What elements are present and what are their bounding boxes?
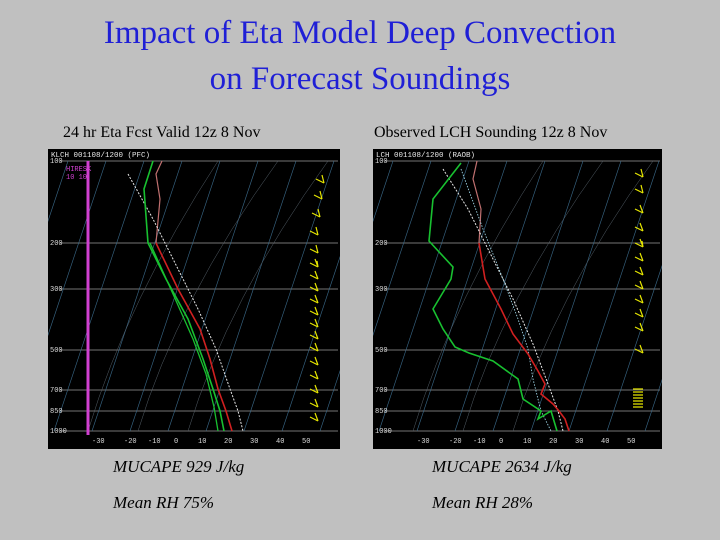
pressure-label: 100: [375, 158, 388, 166]
temp-label: -20: [124, 438, 137, 446]
dry-adiabats: [88, 161, 328, 431]
temp-label: 40: [601, 438, 610, 446]
temp-label: 40: [276, 438, 285, 446]
pressure-label: 200: [50, 240, 63, 248]
inset-label-1: HIRESK: [66, 166, 92, 174]
temp-label: -20: [449, 438, 462, 446]
pressure-label: 700: [375, 387, 388, 395]
observed-cape: MUCAPE 2634 J/kg: [432, 457, 572, 476]
observed-sounding-panel: [373, 149, 662, 449]
temp-label: 20: [224, 438, 233, 446]
temp-label: -30: [417, 438, 430, 446]
temp-label: 0: [499, 438, 504, 446]
temp-label: 30: [575, 438, 584, 446]
dewpoint-trace: [144, 161, 224, 431]
temp-label: 30: [250, 438, 259, 446]
temperature-trace: [479, 243, 569, 431]
temp-label: 10: [523, 438, 532, 446]
left-caption: 24 hr Eta Fcst Valid 12z 8 Nov: [63, 124, 261, 141]
temp-label: -10: [148, 438, 161, 446]
pressure-label: 500: [375, 347, 388, 355]
title-line-2: on Forecast Soundings: [209, 61, 511, 97]
dewpoint-trace-2: [150, 243, 218, 431]
temp-label: 50: [627, 438, 636, 446]
title-line-1: Impact of Eta Model Deep Convection: [103, 15, 617, 51]
pressure-label: 1000: [50, 428, 67, 436]
forecast-skewt-chart: [48, 149, 340, 449]
pressure-label: 700: [50, 387, 63, 395]
inset-label-2: 10 10: [66, 174, 88, 182]
pressure-label: 500: [50, 347, 63, 355]
temp-label: -10: [473, 438, 486, 446]
isobars: [60, 161, 338, 431]
temp-label: 0: [174, 438, 179, 446]
pressure-label: 100: [50, 158, 63, 166]
pressure-label: 850: [50, 408, 63, 416]
forecast-sounding-panel: [48, 149, 340, 449]
pressure-label: 200: [375, 240, 388, 248]
temp-label: 10: [198, 438, 207, 446]
temperature-labels: [417, 438, 635, 446]
pressure-labels: [50, 158, 67, 436]
dry-adiabats: [413, 161, 653, 431]
wind-barbs: [633, 169, 643, 407]
pressure-label: 850: [375, 408, 388, 416]
temperature-labels: [92, 438, 310, 446]
pressure-label: 300: [50, 286, 63, 294]
forecast-cape: MUCAPE 929 J/kg: [113, 457, 245, 476]
upper-air-trace: [473, 161, 481, 243]
forecast-mean-rh: Mean RH 75%: [113, 493, 215, 512]
forecast-header: KLCH 001108/1200 (PFC): [51, 152, 151, 160]
right-caption: Observed LCH Sounding 12z 8 Nov: [374, 124, 608, 141]
pressure-label: 300: [375, 286, 388, 294]
temp-label: -30: [92, 438, 105, 446]
pressure-label: 1000: [375, 428, 392, 436]
pressure-labels: [375, 158, 392, 436]
observed-mean-rh: Mean RH 28%: [432, 493, 534, 512]
temp-label: 50: [302, 438, 311, 446]
parcel-trace: [443, 169, 563, 431]
temp-label: 20: [549, 438, 558, 446]
observed-header: LCH 001108/1200 (RAOB): [376, 152, 476, 160]
slide-title: [0, 10, 720, 102]
observed-skewt-chart: [373, 149, 662, 449]
